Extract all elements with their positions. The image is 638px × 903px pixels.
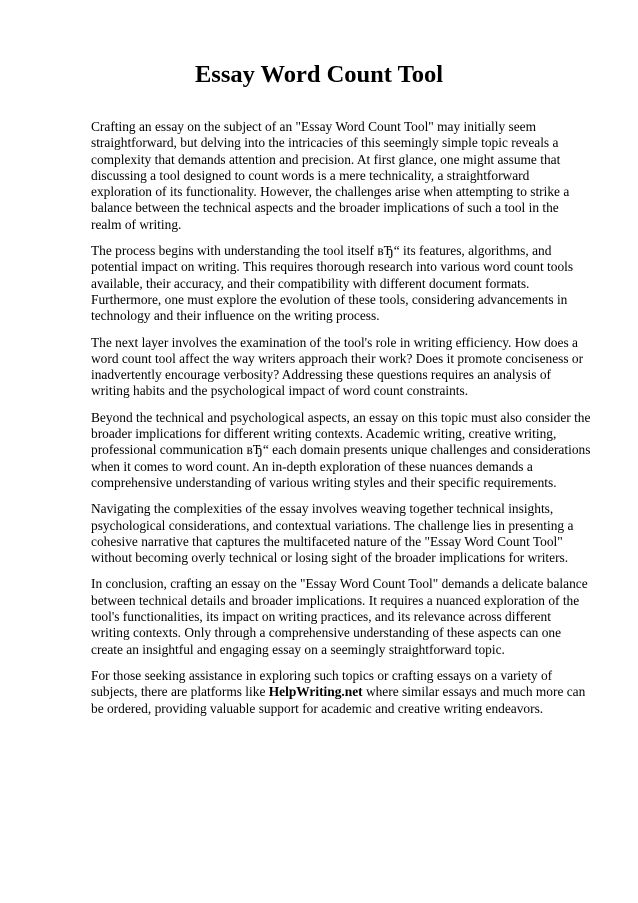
paragraph-6: In conclusion, crafting an essay on the "Essay Word Count Tool" demands a delicate balance between technical details and broader implications. It requires a nuanced exploration of the tool's functionalities, its impact on writing practices, and its relevance across different writing contexts. Only through a comprehensive understanding of these aspects can one create an insightful and engaging essay on a seemingly straightforward topic. xyxy=(91,576,588,657)
closing-text-after-link: where similar essays and much more can be ordered, providing valuable support for academic and creative writing endeavors. xyxy=(91,684,586,716)
closing-text-before-link: For those seeking assistance in exploring such topics or crafting essays on a variety of subjects, there are platforms like xyxy=(91,667,553,700)
closing-paragraph xyxy=(91,668,591,717)
document-title: Essay Word Count Tool xyxy=(194,61,444,88)
paragraph-5: Navigating the complexities of the essay involves weaving together technical insights, psychological considerations, and contextual variations. The challenge lies in presenting a cohesive narrative that captures the multifaceted nature of the "Essay Word Count Tool" without becoming overly technical or losing sight of the broader implications for writers. xyxy=(91,501,574,566)
paragraph-1: Crafting an essay on the subject of an "Essay Word Count Tool" may initially seem straightforward, but delving into the intricacies of this seemingly simple topic reveals a complexity that demands attention and precision. At first glance, one might assume that discussing a tool designed to count words is a mere technicality, a straightforward exploration of its functionality. However, the challenges arise when attempting to strike a balance between the technical aspects and the broader implications of such a tool in the realm of writing. xyxy=(91,119,570,232)
document-body xyxy=(91,119,591,727)
paragraph-3: The next layer involves the examination of the tool's role in writing efficiency. How does a word count tool affect the way writers approach their work? Does it promote conciseness or inadvertently encourage verbosity? Addressing these questions requires an analysis of writing habits and the psychological impact of word count constraints. xyxy=(91,334,584,399)
paragraph-4: Beyond the technical and psychological aspects, an essay on this topic must also consider the broader implications for different writing contexts. Academic writing, creative writing, professional communication вЂ“ each domain presents unique challenges and considerations when it comes to word count. An in-depth exploration of these nuances demands a comprehensive understanding of various writing styles and their specific requirements. xyxy=(91,409,591,490)
helpwriting-link[interactable]: HelpWriting.net xyxy=(268,684,363,700)
paragraph-2: The process begins with understanding the tool itself вЂ“ its features, algorithms, and potential impact on writing. This requires thorough research into various word count tools available, their accuracy, and their compatibility with different document formats. Furthermore, one must explore the evolution of these tools, considering advancements in technology and their influence on the writing process. xyxy=(91,243,574,324)
